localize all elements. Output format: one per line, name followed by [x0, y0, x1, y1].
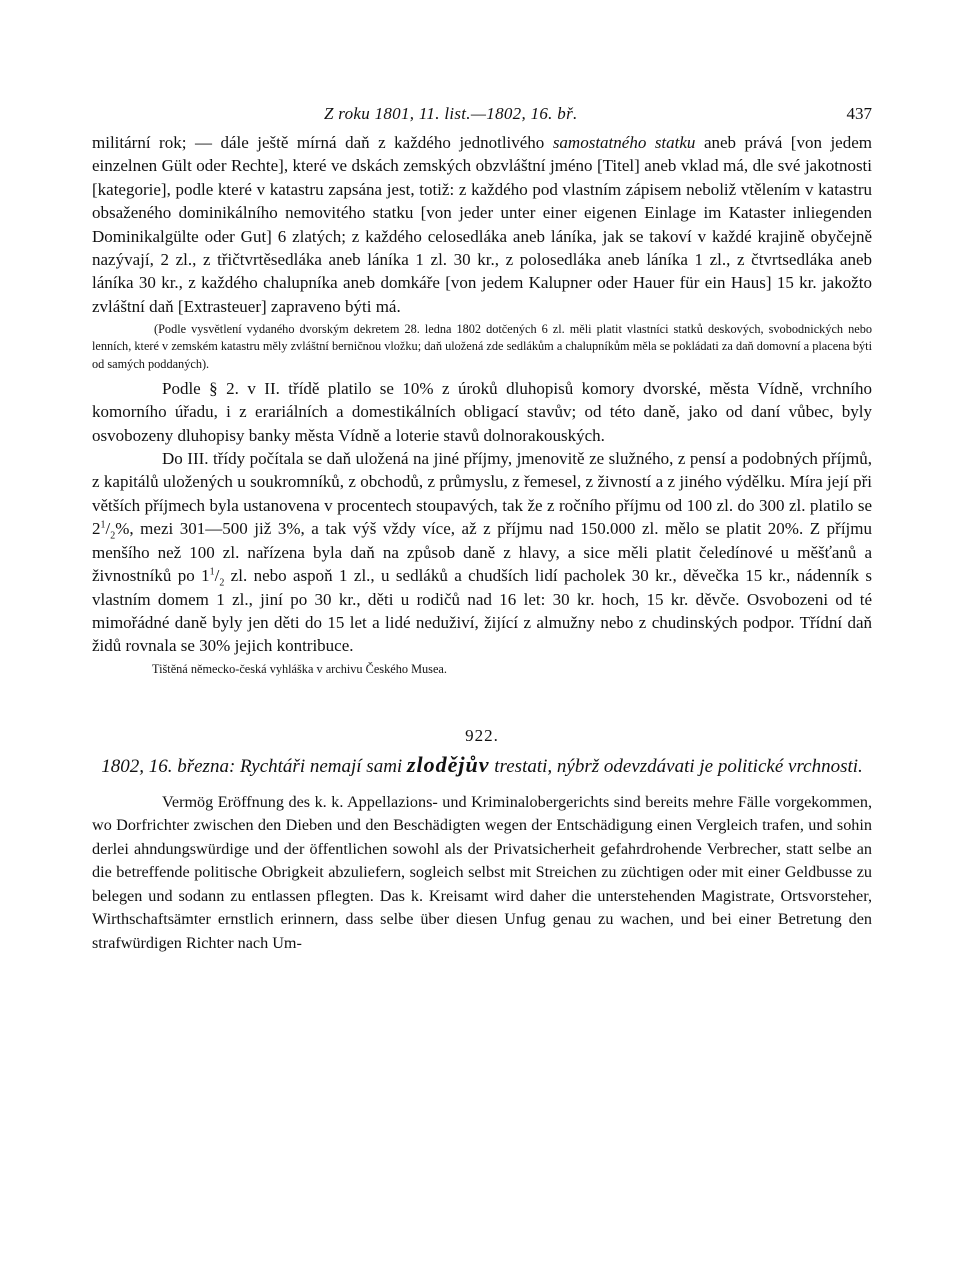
paragraph-class-three-a: Do III. třídy počítala se daň uložená na jiné příjmy, jmenovitě ze služného, z pensí a podobných příjmů, z kapitálů uložených u soukromníků, z obchodů, z průmyslu, z řemesel, z živností a z jiného výdělku. Míra její při větších příjmech byla ustanovena v procentech stoupavých, tak že z ročního příjmu od 100 zl. do 300 zl. platilo se 2 [92, 449, 872, 539]
running-head: Z roku 1801, 11. list.—1802, 16. bř. [324, 104, 578, 123]
paragraph-class-two: Podle § 2. v II. třídě platilo se 10% z úroků dluhopisů komory dvorské, města Vídně, vrchního komorního úřadu, i z erariálních a domestikálních obligací stavův; od této daně, jako od daní vůbec, byly osvobozeny dluhopisy banky města Vídně a loterie stavů dolnorakouských. [92, 378, 872, 445]
heading-emphasis: zlodějův [406, 751, 490, 777]
page-header [92, 100, 872, 128]
fraction-numerator: 1 [100, 519, 106, 531]
fraction-numerator-2: 1 [209, 566, 215, 578]
fraction-denominator-2: 2 [219, 577, 225, 589]
heading-start: 1802, 16. března: Rychtáři nemají sami [101, 755, 407, 777]
paragraph-taxes [92, 131, 872, 318]
german-decree-text: Vermög Eröffnung des k. k. Appellazions- und Kriminalobergerichts sind bereits mehre Fälle vorgekommen, wo Dorfrichter zwischen den Dieben und den Beschädigten wegen der Entschädigung einen Vergleich trafen, und sohin derlei ahndungswürdige und der öffentlichen sowohl als der Privatsicherheit gefahrdrohende Verbrecher, statt selbe an die betreffende politische Obrigkeit abzuliefern, sogleich selbst mit Streichen zu züchtigen oder mit einer Geldbusse zu belegen und sodann zu entlassen pflegten. Das k. Kreisamt wird daher die unterstehenden Magistrate, Ortsvorsteher, Wirthschaftsämter ernstlich erinnern, dass selbe über diesen Unfug genau zu wachen, und bei einer Betretung den strafwürdigen Richter nach Um- [92, 792, 872, 952]
page-number: 437 [846, 104, 872, 123]
document-number: 922. [465, 725, 499, 745]
source-note: Tištěná německo-česká vyhláška v archivu Českého Musea. [152, 661, 447, 676]
page [92, 100, 872, 955]
paragraph-class-three: Do III. třídy počítala se daň uložená na jiné příjmy, jmenovitě ze služného, z pensí a podobných příjmů, z kapitálů uložených u soukromníků, z obchodů, z průmyslu, z řemesel, z živností a z jiného výdělku. Míra její při větších příjmech byla ustanovena v procentech stoupavých, tak že z ročního příjmu od 100 zl. do 300 zl. platilo se $2^1/_2\%$, mezi 301—500 již 3%, a tak výš vždy více, až z příjmu nad 150.000 zl. mělo se platit 20%. Z příjmu menšího než 100 zl. nařízena byla daň na způsob daně z hlavy, a sice měli platit čeledínové u měšťanů a živnostníků po $1^1/_2$ zl. nebo aspoň 1 zl., u sedláků a chudších lidí pacholek 30 kr., děvečka 15 kr., nádenník s vlastním domem 1 zl., jiní po 30 kr., děti u rodičů nad 16 let: 30 kr. hoch, 15 kr. děvče. Osvobozeni od té mimořádné daně byly jen děti do 15 let a lidé neduživí, žijící z almužny nebo z chudinských podpor. Třídní daň židů rovnala se 30% jejich kontribuce. [92, 449, 872, 656]
paragraph-taxes-end: aneb prává [von jedem einzelnen Gült oder Rechte], které ve dskách zemských obzvláštní jméno [Titel] aneb vklad má, dle své jakotnosti [kategorie], podle které v katastru zapsána jest, totiž: z každého pod vlastním zápisem neboliž vtělením v katastru obsaženého dominikálního nemovitého statku [von jeder unter einer eigenen Einlage im Kataster inliegenden Dominikalgülte oder Gut] 6 zlatých; z každého celosedláka aneb láníka, jak se takoví v každé krajině obyčejně nazývají, 2 zl., z třičtvrtěsedláka aneb láníka 1 zl. 30 kr., z polosedláka aneb láníka 1 zl., z čtvrtsedláka aneb láníka 30 kr., z každého chalupníka aneb domkáře [von jedem Kalupner oder Hauer für ein Haus] 15 kr. jakožto zvláštní daň [Extrasteuer] zapraveno býti má. [92, 133, 872, 316]
paragraph-class-three-b: %, mezi 301—500 již 3%, a tak výš vždy více, až z příjmu nad 150.000 zl. mělo se platit 20%. Z příjmu menšího než 100 zl. nařízena byla daň na způsob daně z hlavy, a sice měli platit čeledínové u měšťanů a živnostníků po 1 [92, 519, 872, 586]
italic-phrase: samostatného statku [552, 133, 696, 152]
explanatory-note: (Podle vysvětlení vydaného dvorským dekretem 28. ledna 1802 dotčených 6 zl. měli platit vlastníci statků deskových, svobodnických nebo lenních, které v zemském katastru měly zvláštní berničnou vložku; daň uložená zde sedlákům a chalupníkům měla se pokládati za daň domovní a placena býti od samých poddaných). [92, 322, 872, 371]
document-heading [92, 752, 872, 780]
paragraph-class-three-c: zl. nebo aspoň 1 zl., u sedláků a chudších lidí pacholek 30 kr., děvečka 15 kr., nádenník s vlastním domem 1 zl., jiní po 30 kr., děti u rodičů nad 16 let: 30 kr. hoch, 15 kr. děvče. Osvobozeni od té mimořádné daně byly jen děti do 15 let a lidé neduživí, žijící z almužny nebo z chudinských podpor. Třídní daň židů rovnala se 30% jejich kontribuce. [92, 566, 872, 656]
heading-end: trestati, nýbrž odevzdávati je politické vrchnosti. [489, 755, 863, 777]
paragraph-taxes-start: militární rok; — dále ještě mírná daň z každého jednotlivého [92, 133, 553, 152]
fraction-denominator: 2 [110, 530, 116, 542]
